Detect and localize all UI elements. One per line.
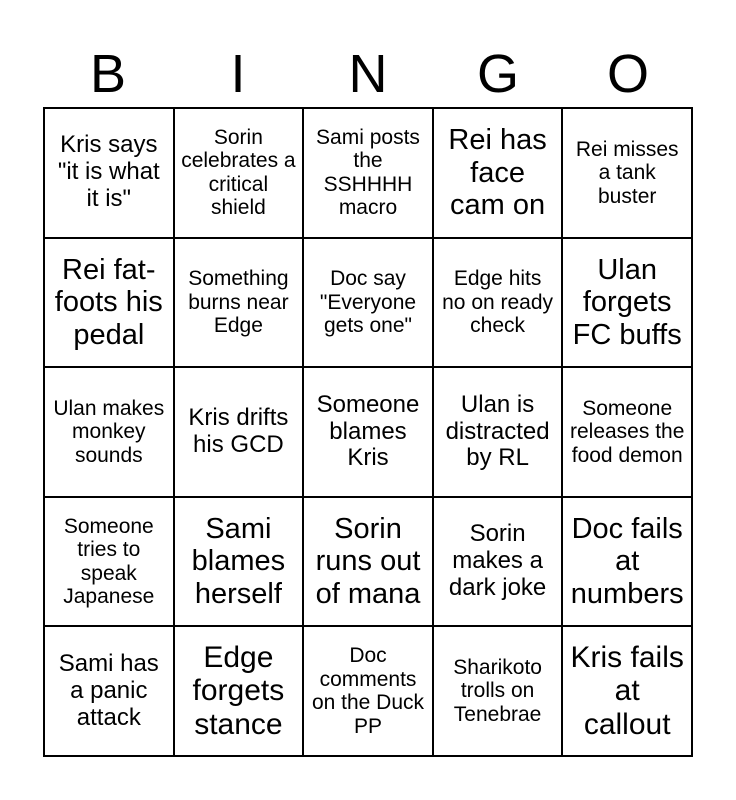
bingo-cell[interactable]: Kris says "it is what it is": [44, 108, 174, 238]
bingo-cell[interactable]: Kris fails at callout: [562, 626, 692, 756]
bingo-cell[interactable]: Someone blames Kris: [303, 367, 433, 497]
bingo-header: [43, 40, 693, 108]
bingo-cell[interactable]: Sorin celebrates a critical shield: [174, 108, 304, 238]
bingo-cell[interactable]: Someone tries to speak Japanese: [44, 497, 174, 627]
bingo-cell[interactable]: Rei fat-foots his pedal: [44, 238, 174, 368]
bingo-cell[interactable]: Sami posts the SSHHHH macro: [303, 108, 433, 238]
header-letter-g: G: [476, 44, 519, 104]
bingo-cell[interactable]: Something burns near Edge: [174, 238, 304, 368]
header-letter-o: O: [606, 44, 649, 104]
bingo-cell[interactable]: Sorin runs out of mana: [303, 497, 433, 627]
bingo-cell[interactable]: Sami has a panic attack: [44, 626, 174, 756]
bingo-cell[interactable]: Someone releases the food demon: [562, 367, 692, 497]
bingo-cell[interactable]: Sorin makes a dark joke: [433, 497, 563, 627]
bingo-cell[interactable]: Edge forgets stance: [174, 626, 304, 756]
bingo-cell[interactable]: Doc comments on the Duck PP: [303, 626, 433, 756]
bingo-cell[interactable]: Ulan forgets FC buffs: [562, 238, 692, 368]
bingo-cell[interactable]: Sami blames herself: [174, 497, 304, 627]
bingo-cell[interactable]: Edge hits no on ready check: [433, 238, 563, 368]
bingo-cell[interactable]: Ulan makes monkey sounds: [44, 367, 174, 497]
header-letter-i: I: [230, 44, 246, 104]
bingo-cell[interactable]: Rei misses a tank buster: [562, 108, 692, 238]
bingo-cell[interactable]: Kris drifts his GCD: [174, 367, 304, 497]
bingo-cell[interactable]: Sharikoto trolls on Tenebrae: [433, 626, 563, 756]
header-letter-n: N: [348, 44, 388, 104]
header-letter-b: B: [89, 44, 127, 104]
bingo-cell[interactable]: Rei has face cam on: [433, 108, 563, 238]
bingo-cell[interactable]: Ulan is distracted by RL: [433, 367, 563, 497]
bingo-cell[interactable]: Doc say "Everyone gets one": [303, 238, 433, 368]
bingo-cell[interactable]: Doc fails at numbers: [562, 497, 692, 627]
bingo-grid: [43, 107, 693, 757]
